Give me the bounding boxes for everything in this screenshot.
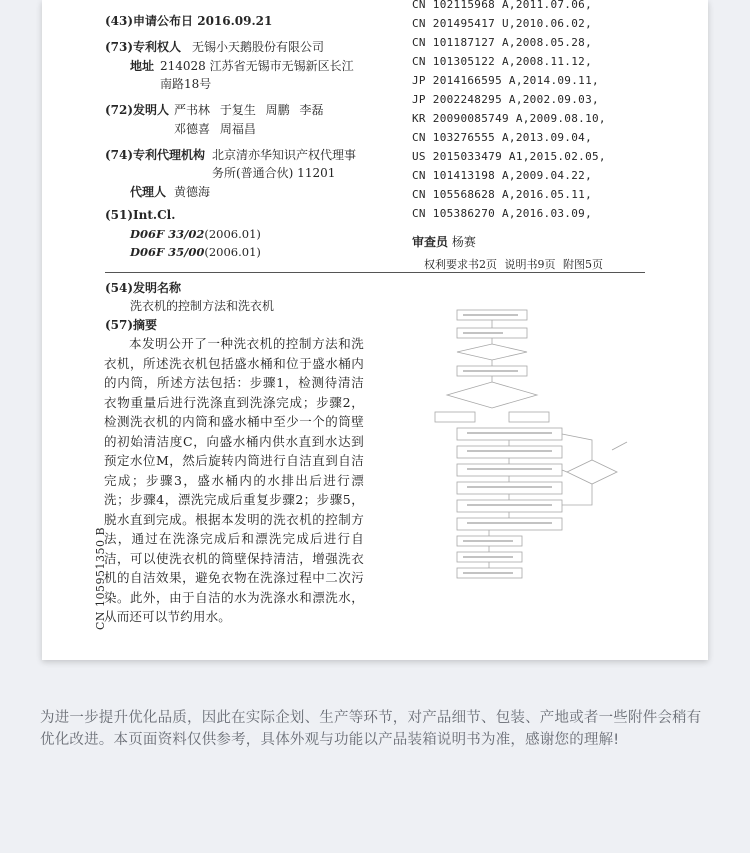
examiner [412, 233, 476, 250]
intcl-code-2: D06F 35/00 [130, 245, 205, 259]
reference-item: CN 105386270 A,2016.03.09, [412, 207, 592, 220]
reference-item: JP 2014166595 A,2014.09.11, [412, 74, 599, 87]
product-notice: 为进一步提升优化品质，因此在实际企划、生产等环节，对产品细节、包装、产地或者一些附件会稍有优化改进。本页面资料仅供参考，具体外观与功能以产品装箱说明书为准，感谢您的理解! [40, 710, 702, 748]
intcl-year-2: (2006.01) [204, 245, 261, 259]
reference-item: CN 102115968 A,2011.07.06, [412, 0, 592, 11]
reference-item: CN 101187127 A,2008.05.28, [412, 36, 592, 49]
agency-line-1: 北京清亦华知识产权代理事 [212, 148, 357, 162]
intcl-year-1: (2006.01) [204, 227, 261, 241]
inventor-label: (72)发明人 [105, 103, 170, 117]
abstract-label: (57)摘要 [105, 318, 158, 332]
page-counts: 权利要求书2页 说明书9页 附图5页 [424, 258, 603, 271]
patentee-label: (73)专利权人 [105, 40, 182, 54]
side-patent-number: CN 105951350 B [94, 526, 107, 630]
abstract-text: 本发明公开了一种洗衣机的控制方法和洗衣机，所述洗衣机包括盛水桶和位于盛水桶内的内筒，所述方法包括：步骤1，检测待清洁衣物重量后进行洗涤直到洗涤完成；步骤2，检测洗衣机的内筒和盛水桶中至少一个的筒壁的初始清洁度C，向盛水桶内供水直到水达到预定水位M，然后旋转内筒进行自洁直到自洁完成；步骤3，盛水桶内的水排出后进行漂洗；步骤4，漂洗完成后重复步骤2；步骤5，脱水直到完成。根据本发明的洗衣机的控制方法，通过在洗涤完成后和漂洗完成后进行自洁，可以使洗衣机的筒壁保持清洁，增强洗衣机的自洁效果，避免衣物在洗涤过程中二次污染。此外，由于自洁的水为洗涤水和漂洗水，从而还可以节约用水。 [104, 336, 364, 624]
address-line-2: 南路18号 [160, 77, 212, 91]
address-line-1: 214028 江苏省无锡市无锡新区长江 [160, 59, 354, 73]
reference-item: US 2015033479 A1,2015.02.05, [412, 150, 606, 163]
invention-name-value: 洗衣机的控制方法和洗衣机 [130, 299, 275, 313]
reference-item: CN 201495417 U,2010.06.02, [412, 17, 592, 30]
examiner-label: 审查员 [412, 235, 449, 249]
divider-line [105, 272, 645, 273]
examiner-name: 杨赛 [451, 235, 476, 249]
reference-item: JP 2002248295 A,2002.09.03, [412, 93, 599, 106]
reference-item: CN 101305122 A,2008.11.12, [412, 55, 592, 68]
agent-label: 代理人 [130, 185, 167, 199]
flowchart-figure [427, 300, 637, 590]
reference-item: CN 101413198 A,2009.04.22, [412, 169, 592, 182]
intcl-code-1: D06F 33/02 [130, 227, 205, 241]
intcl-label: (51)Int.Cl. [105, 208, 176, 222]
publication-date: (43)申请公布日 2016.09.21 [105, 14, 273, 28]
patentee-value: 无锡小天鹅股份有限公司 [192, 40, 325, 54]
agent-value: 黄德海 [174, 185, 211, 199]
reference-item: CN 105568628 A,2016.05.11, [412, 188, 592, 201]
reference-item: KR 20090085749 A,2009.08.10, [412, 112, 606, 125]
patent-document [42, 0, 708, 660]
invention-name-label: (54)发明名称 [105, 281, 182, 295]
intcl-entry-2 [130, 245, 261, 259]
address-label: 地址 [130, 59, 155, 73]
reference-item: CN 103276555 A,2013.09.04, [412, 131, 592, 144]
agency-line-2: 务所(普通合伙) 11201 [212, 166, 336, 180]
intcl-entry-1 [130, 227, 261, 241]
agency-label: (74)专利代理机构 [105, 148, 206, 162]
inventor-line-2: 邓德喜 周福昌 [174, 122, 256, 136]
inventor-line-1: 严书林 于复生 周鹏 李磊 [174, 103, 324, 117]
